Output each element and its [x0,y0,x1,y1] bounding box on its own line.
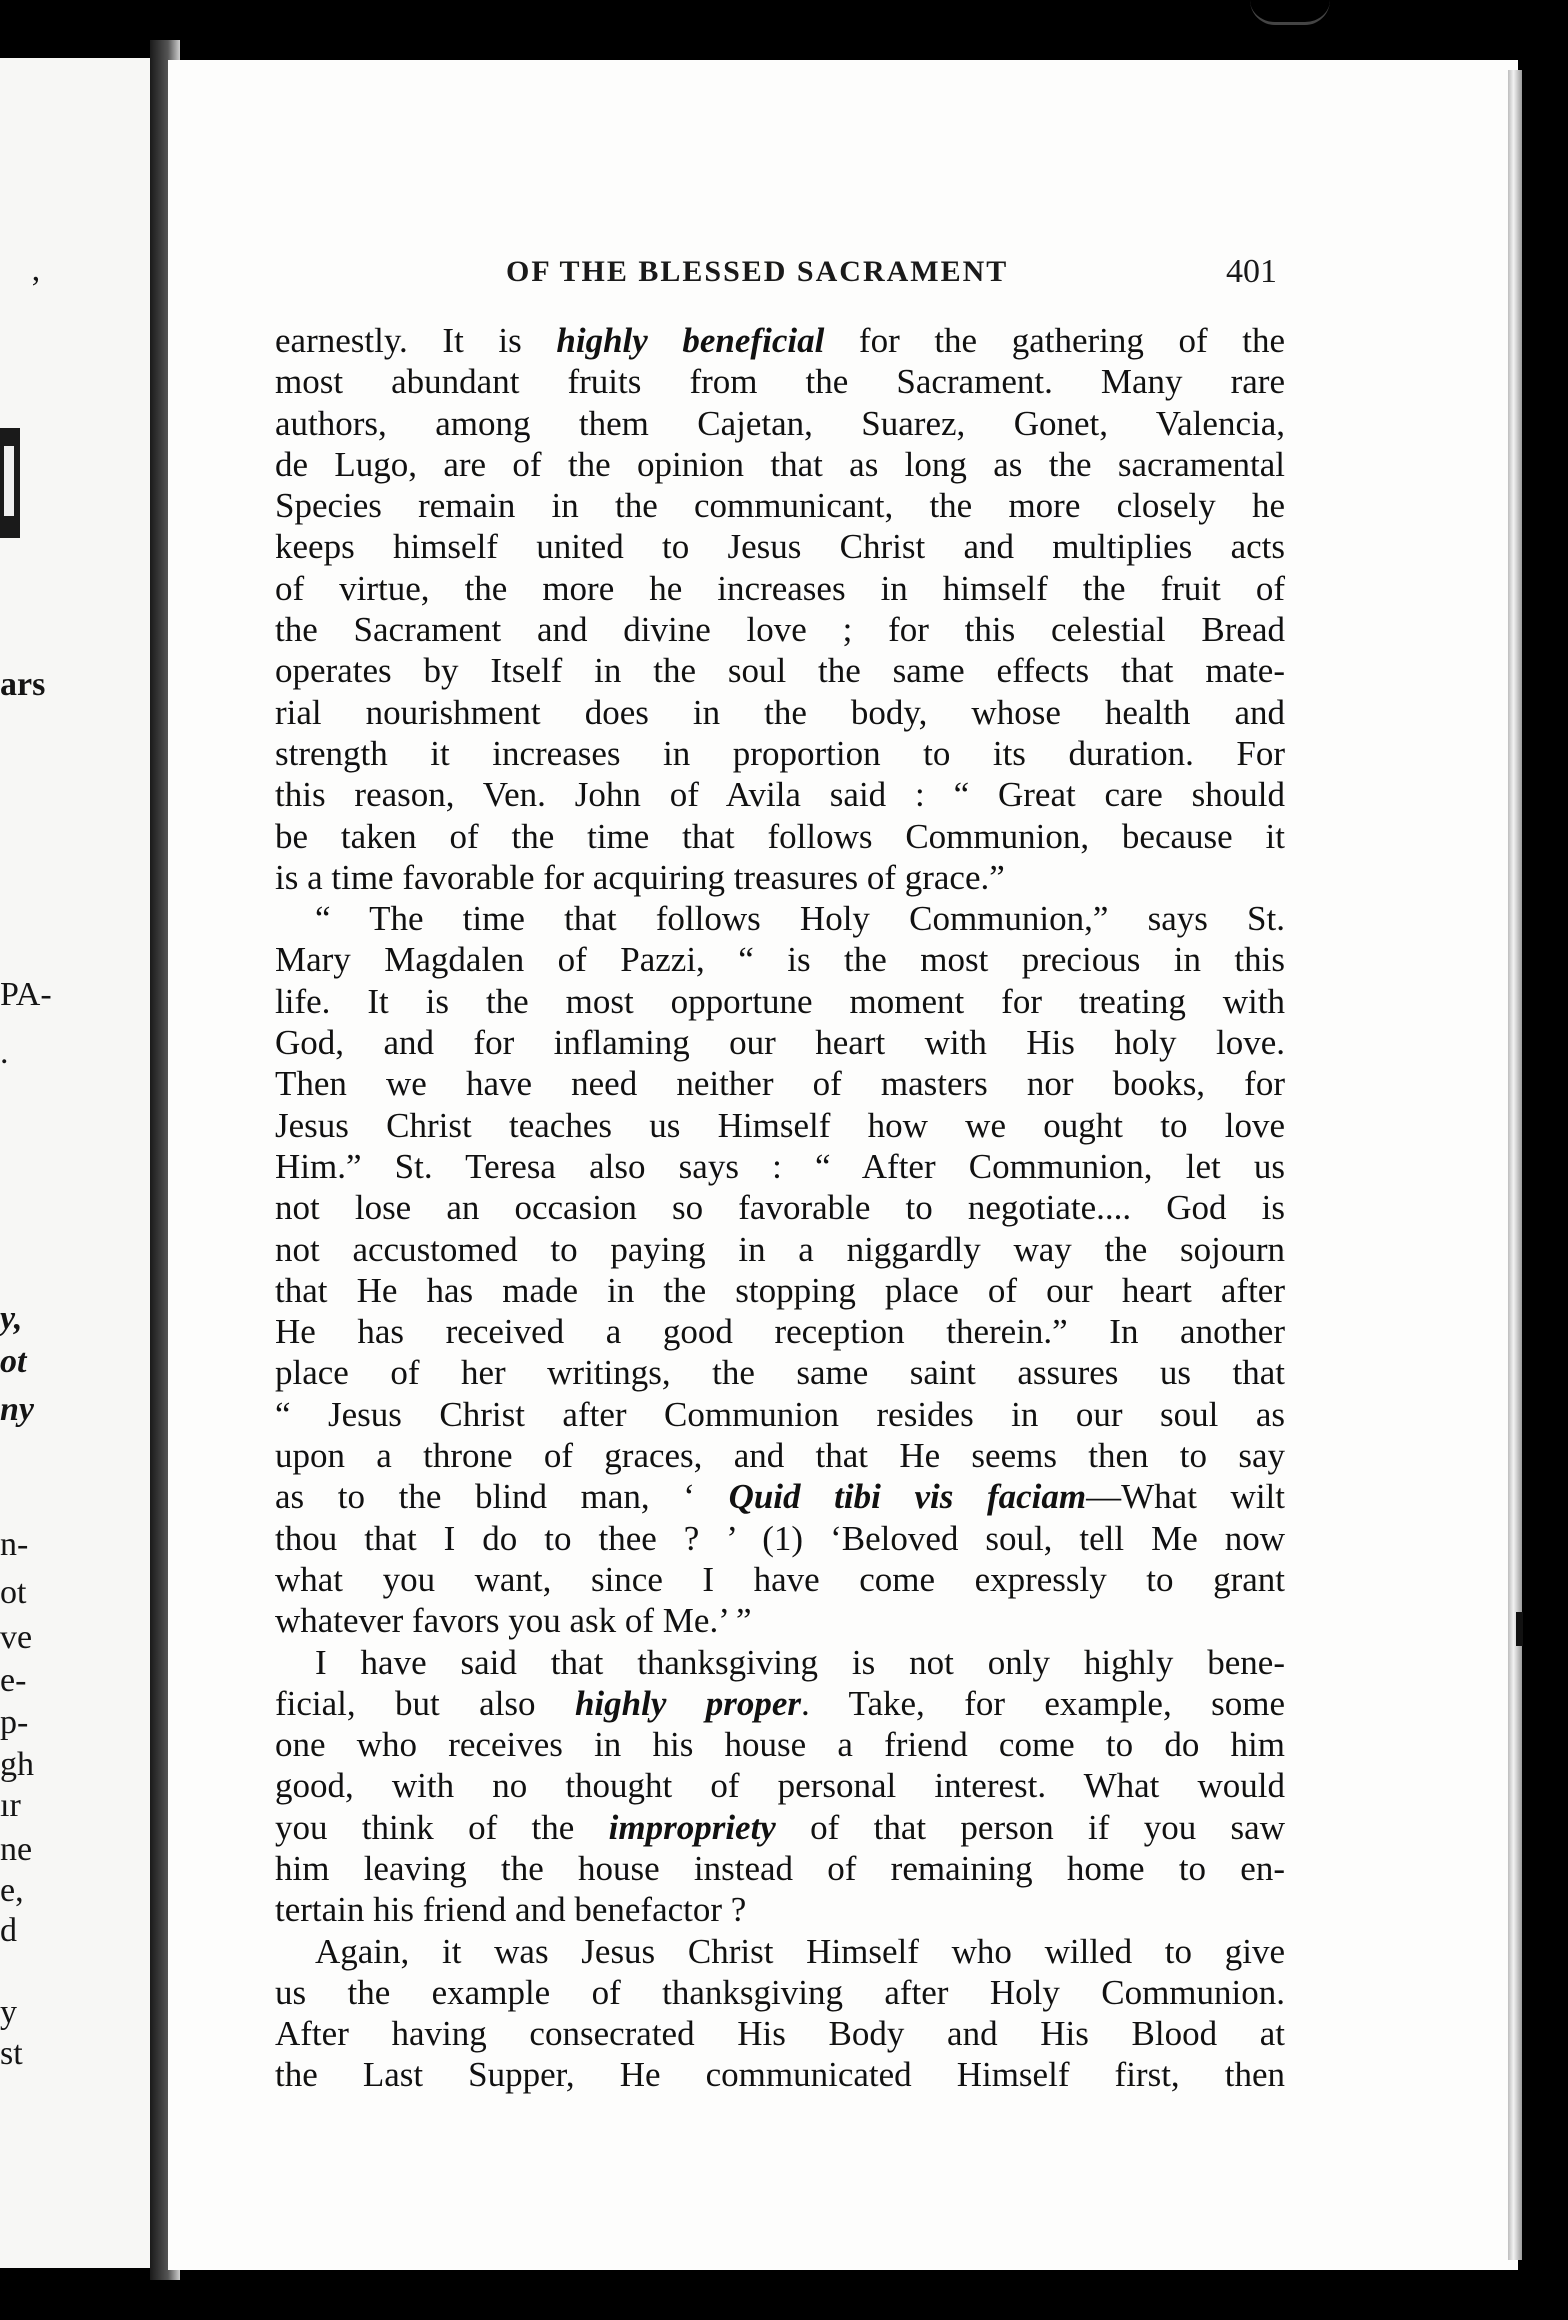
text-segment: Jesus Christ teaches us Himself how we ought to love [275,1105,1285,1145]
text-line [275,1270,1285,1311]
italic-phrase: highly proper [574,1683,802,1723]
text-segment: for the gathering of the [824,321,1286,360]
text-segment: upon a throne of graces, and that He seems then to say [275,1436,1285,1476]
body-text [275,320,1285,2096]
text-line [275,898,1285,939]
text-segment: as to the blind man, ‘ [275,1477,729,1517]
text-segment: tertain his friend and benefactor ? [275,1890,747,1930]
left-page-fragment: n- [0,1526,29,1563]
text-line [275,403,1285,444]
text-line [275,1765,1285,1806]
text-segment: most abundant fruits from the Sacrament. Many rare [275,362,1285,402]
text-segment: whatever favors you ask of Me.’ ” [275,1601,752,1641]
text-line [275,1476,1285,1517]
italic-phrase: highly beneficial [556,321,825,360]
text-segment: is a time favorable for acquiring treasures of grace.” [275,857,1005,897]
text-line [275,1518,1285,1559]
text-segment: good, with no thought of personal interest. What would [275,1766,1285,1806]
left-page-fragment: ot [0,1574,27,1611]
text-segment: of virtue, the more he increases in himself the fruit of [275,568,1285,608]
text-line [275,361,1285,402]
text-line [275,1187,1285,1228]
text-segment: Him.” St. Teresa also says : “ After Communion, let us [275,1146,1285,1186]
text-line [275,526,1285,567]
text-segment: the Sacrament and divine love ; for this celestial Bread [275,610,1285,650]
left-page-fragment: y [0,1994,17,2031]
text-line [275,1559,1285,1600]
text-segment: this reason, Ven. John of Avila said : “ Great care should [275,775,1285,815]
italic-phrase: Quid tibi vis faciam [728,1477,1087,1517]
text-line [275,1889,1285,1930]
text-segment: ficial, but also [275,1683,575,1723]
text-segment: He has received a good reception therein.” In another [275,1312,1285,1352]
left-page-fragment: d [0,1912,17,1949]
text-line [275,485,1285,526]
text-segment: Species remain in the communicant, the more closely he [275,486,1285,526]
text-line [275,2013,1285,2054]
text-line [275,733,1285,774]
text-segment: the Last Supper, He communicated Himself first, then [275,2055,1285,2095]
left-page-fragment: gh [0,1746,34,1783]
text-line [275,1931,1285,1972]
text-line [275,609,1285,650]
text-segment: you think of the [275,1807,609,1847]
text-segment: operates by Itself in the soul the same effects that mate- [275,651,1285,691]
left-page-fragment: p- [0,1704,29,1741]
text-line [275,1229,1285,1270]
text-segment: Again, it was Jesus Christ Himself who willed to give [315,1931,1285,1971]
left-page-fragment: ır [0,1787,21,1824]
left-page-fragment: ne [0,1831,33,1868]
text-line [275,1600,1285,1641]
text-segment: Mary Magdalen of Pazzi, “ is the most precious in this [275,940,1285,980]
left-page-fragment: st [0,2035,23,2072]
text-line [275,1972,1285,2013]
edge-mark [1516,1612,1523,1646]
left-page-fragment: ve [0,1619,33,1656]
left-page-fragment: . [0,1034,9,1071]
running-head: OF THE BLESSED SACRAMENT [506,255,1009,288]
text-segment: one who receives in his house a friend come to do him [275,1725,1285,1765]
page-fore-edge [1508,70,1522,2260]
text-segment: I have said that thanksgiving is not only highly bene- [315,1642,1285,1682]
text-line [275,568,1285,609]
text-segment: “ Jesus Christ after Communion resides in our soul as [275,1394,1285,1434]
text-segment: After having consecrated His Body and His Blood at [275,2014,1285,2054]
text-line [275,981,1285,1022]
text-segment: keeps himself united to Jesus Christ and multiplies acts [275,527,1285,567]
text-line [275,444,1285,485]
text-segment: that He has made in the stopping place of our heart after [275,1270,1285,1310]
text-line [275,692,1285,733]
left-page-fragment: ot [0,1343,27,1380]
left-page-fragment: ny [0,1391,34,1428]
left-page-fragment: e- [0,1662,27,1699]
text-segment: us the example of thanksgiving after Holy Communion. [275,1972,1285,2012]
text-segment: life. It is the most opportune moment for treating with [275,981,1285,1021]
text-segment: . Take, for example, some [801,1683,1285,1723]
text-segment: be taken of the time that follows Communion, because it [275,816,1285,856]
text-segment: not accustomed to paying in a niggardly way the sojourn [275,1229,1285,1269]
text-line [275,816,1285,857]
text-segment: rial nourishment does in the body, whose health and [275,692,1285,732]
text-line [275,774,1285,815]
italic-phrase: impropriety [608,1807,776,1847]
text-line [275,1394,1285,1435]
text-segment: authors, among them Cajetan, Suarez, Gonet, Valencia, [275,403,1285,443]
text-line [275,1105,1285,1146]
ornament-fragment [0,428,20,538]
text-line [275,1311,1285,1352]
previous-page-edge [0,58,153,2268]
text-segment: —What wilt [1086,1477,1285,1517]
text-segment: “ The time that follows Holy Communion,” says St. [315,899,1285,939]
left-page-fragment: PA- [0,976,52,1013]
text-segment: Then we have need neither of masters nor books, for [275,1064,1285,1104]
text-segment: of that person if you saw [775,1807,1285,1847]
text-line [275,320,1285,361]
text-line [275,1642,1285,1683]
text-line [275,1807,1285,1848]
text-line [275,1848,1285,1889]
left-page-fragment: ars [0,666,46,703]
text-line [275,1435,1285,1476]
text-line [275,1146,1285,1187]
text-segment: de Lugo, are of the opinion that as long as the sacramental [275,444,1285,484]
left-page-fragment: e, [0,1872,24,1909]
text-segment: earnestly. It is [275,321,557,360]
left-page-fragment: ’ [30,270,42,307]
pencil-mark [1250,0,1330,25]
text-line [275,1683,1285,1724]
text-segment: what you want, since I have come expressly to grant [275,1559,1285,1599]
text-line [275,1724,1285,1765]
text-segment: place of her writings, the same saint assures us that [275,1353,1285,1393]
text-segment: strength it increases in proportion to its duration. For [275,733,1285,773]
text-segment: God, and for inflaming our heart with His holy love. [275,1023,1285,1063]
page-number: 401 [1226,253,1277,290]
text-segment: him leaving the house instead of remaining home to en- [275,1848,1285,1888]
text-segment: not lose an occasion so favorable to negotiate.... God is [275,1188,1285,1228]
text-line [275,1352,1285,1393]
text-segment: thou that I do to thee ? ’ (1) ‘Beloved soul, tell Me now [275,1518,1285,1558]
text-line [275,857,1285,898]
text-line [275,650,1285,691]
text-line [275,1022,1285,1063]
left-page-fragment: y, [0,1300,23,1337]
text-line [275,1063,1285,1104]
text-line [275,939,1285,980]
text-line [275,2054,1285,2095]
